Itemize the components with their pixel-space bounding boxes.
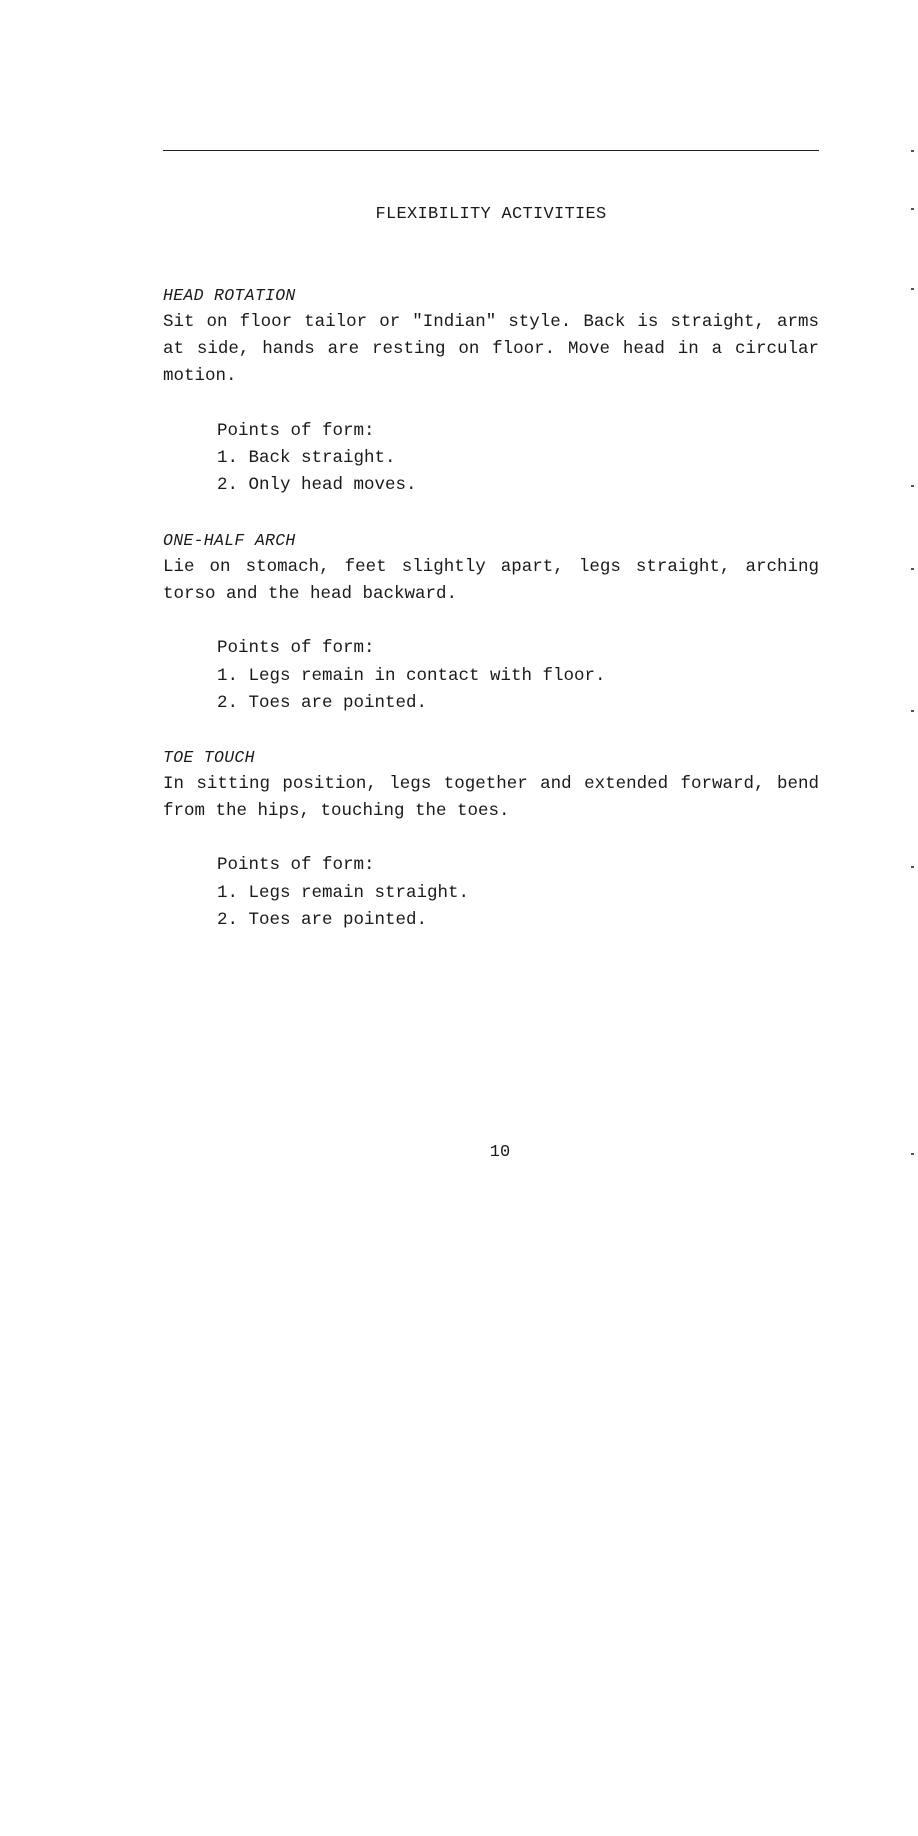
point-item: 1. Legs remain straight. bbox=[217, 882, 470, 903]
points-label: Points of form: bbox=[217, 420, 375, 441]
section-heading: TOE TOUCH bbox=[163, 748, 255, 767]
scan-edge-mark bbox=[911, 288, 914, 290]
points-label: Points of form: bbox=[217, 855, 375, 876]
section-heading: HEAD ROTATION bbox=[163, 286, 296, 305]
scan-edge-mark bbox=[911, 568, 914, 570]
scan-edge-mark bbox=[911, 710, 914, 712]
section-description: Sit on floor tailor or "Indian" style. Back is straight, arms at side, hands are resting on floor. Move head in a circular motion. bbox=[163, 312, 819, 387]
point-item: 2. Only head moves. bbox=[217, 475, 417, 496]
point-item: 2. Toes are pointed. bbox=[217, 692, 428, 713]
points-of-form bbox=[163, 852, 819, 934]
points-label: Points of form: bbox=[217, 638, 375, 659]
scan-edge-mark bbox=[911, 208, 914, 210]
section-one-half-arch bbox=[163, 527, 819, 717]
scan-edge-mark bbox=[911, 866, 914, 868]
point-item: 2. Toes are pointed. bbox=[217, 909, 428, 930]
section-heading: ONE-HALF ARCH bbox=[163, 531, 296, 550]
top-rule bbox=[163, 150, 819, 151]
points-of-form bbox=[163, 635, 819, 717]
section-toe-touch bbox=[163, 744, 819, 934]
section-head-rotation bbox=[163, 282, 819, 499]
section-description: In sitting position, legs together and extended forward, bend from the hips, touching the toes. bbox=[163, 774, 819, 822]
point-item: 1. Legs remain in contact with floor. bbox=[217, 665, 606, 686]
page-number: 10 bbox=[489, 1143, 511, 1162]
section-description: Lie on stomach, feet slightly apart, legs straight, arching torso and the head backward. bbox=[163, 557, 819, 605]
point-item: 1. Back straight. bbox=[217, 447, 396, 468]
scan-edge-mark bbox=[911, 1153, 914, 1155]
scan-edge-mark bbox=[911, 485, 914, 487]
scan-edge-mark bbox=[911, 150, 914, 152]
page-title: FLEXIBILITY ACTIVITIES bbox=[375, 205, 607, 224]
points-of-form bbox=[163, 418, 819, 500]
